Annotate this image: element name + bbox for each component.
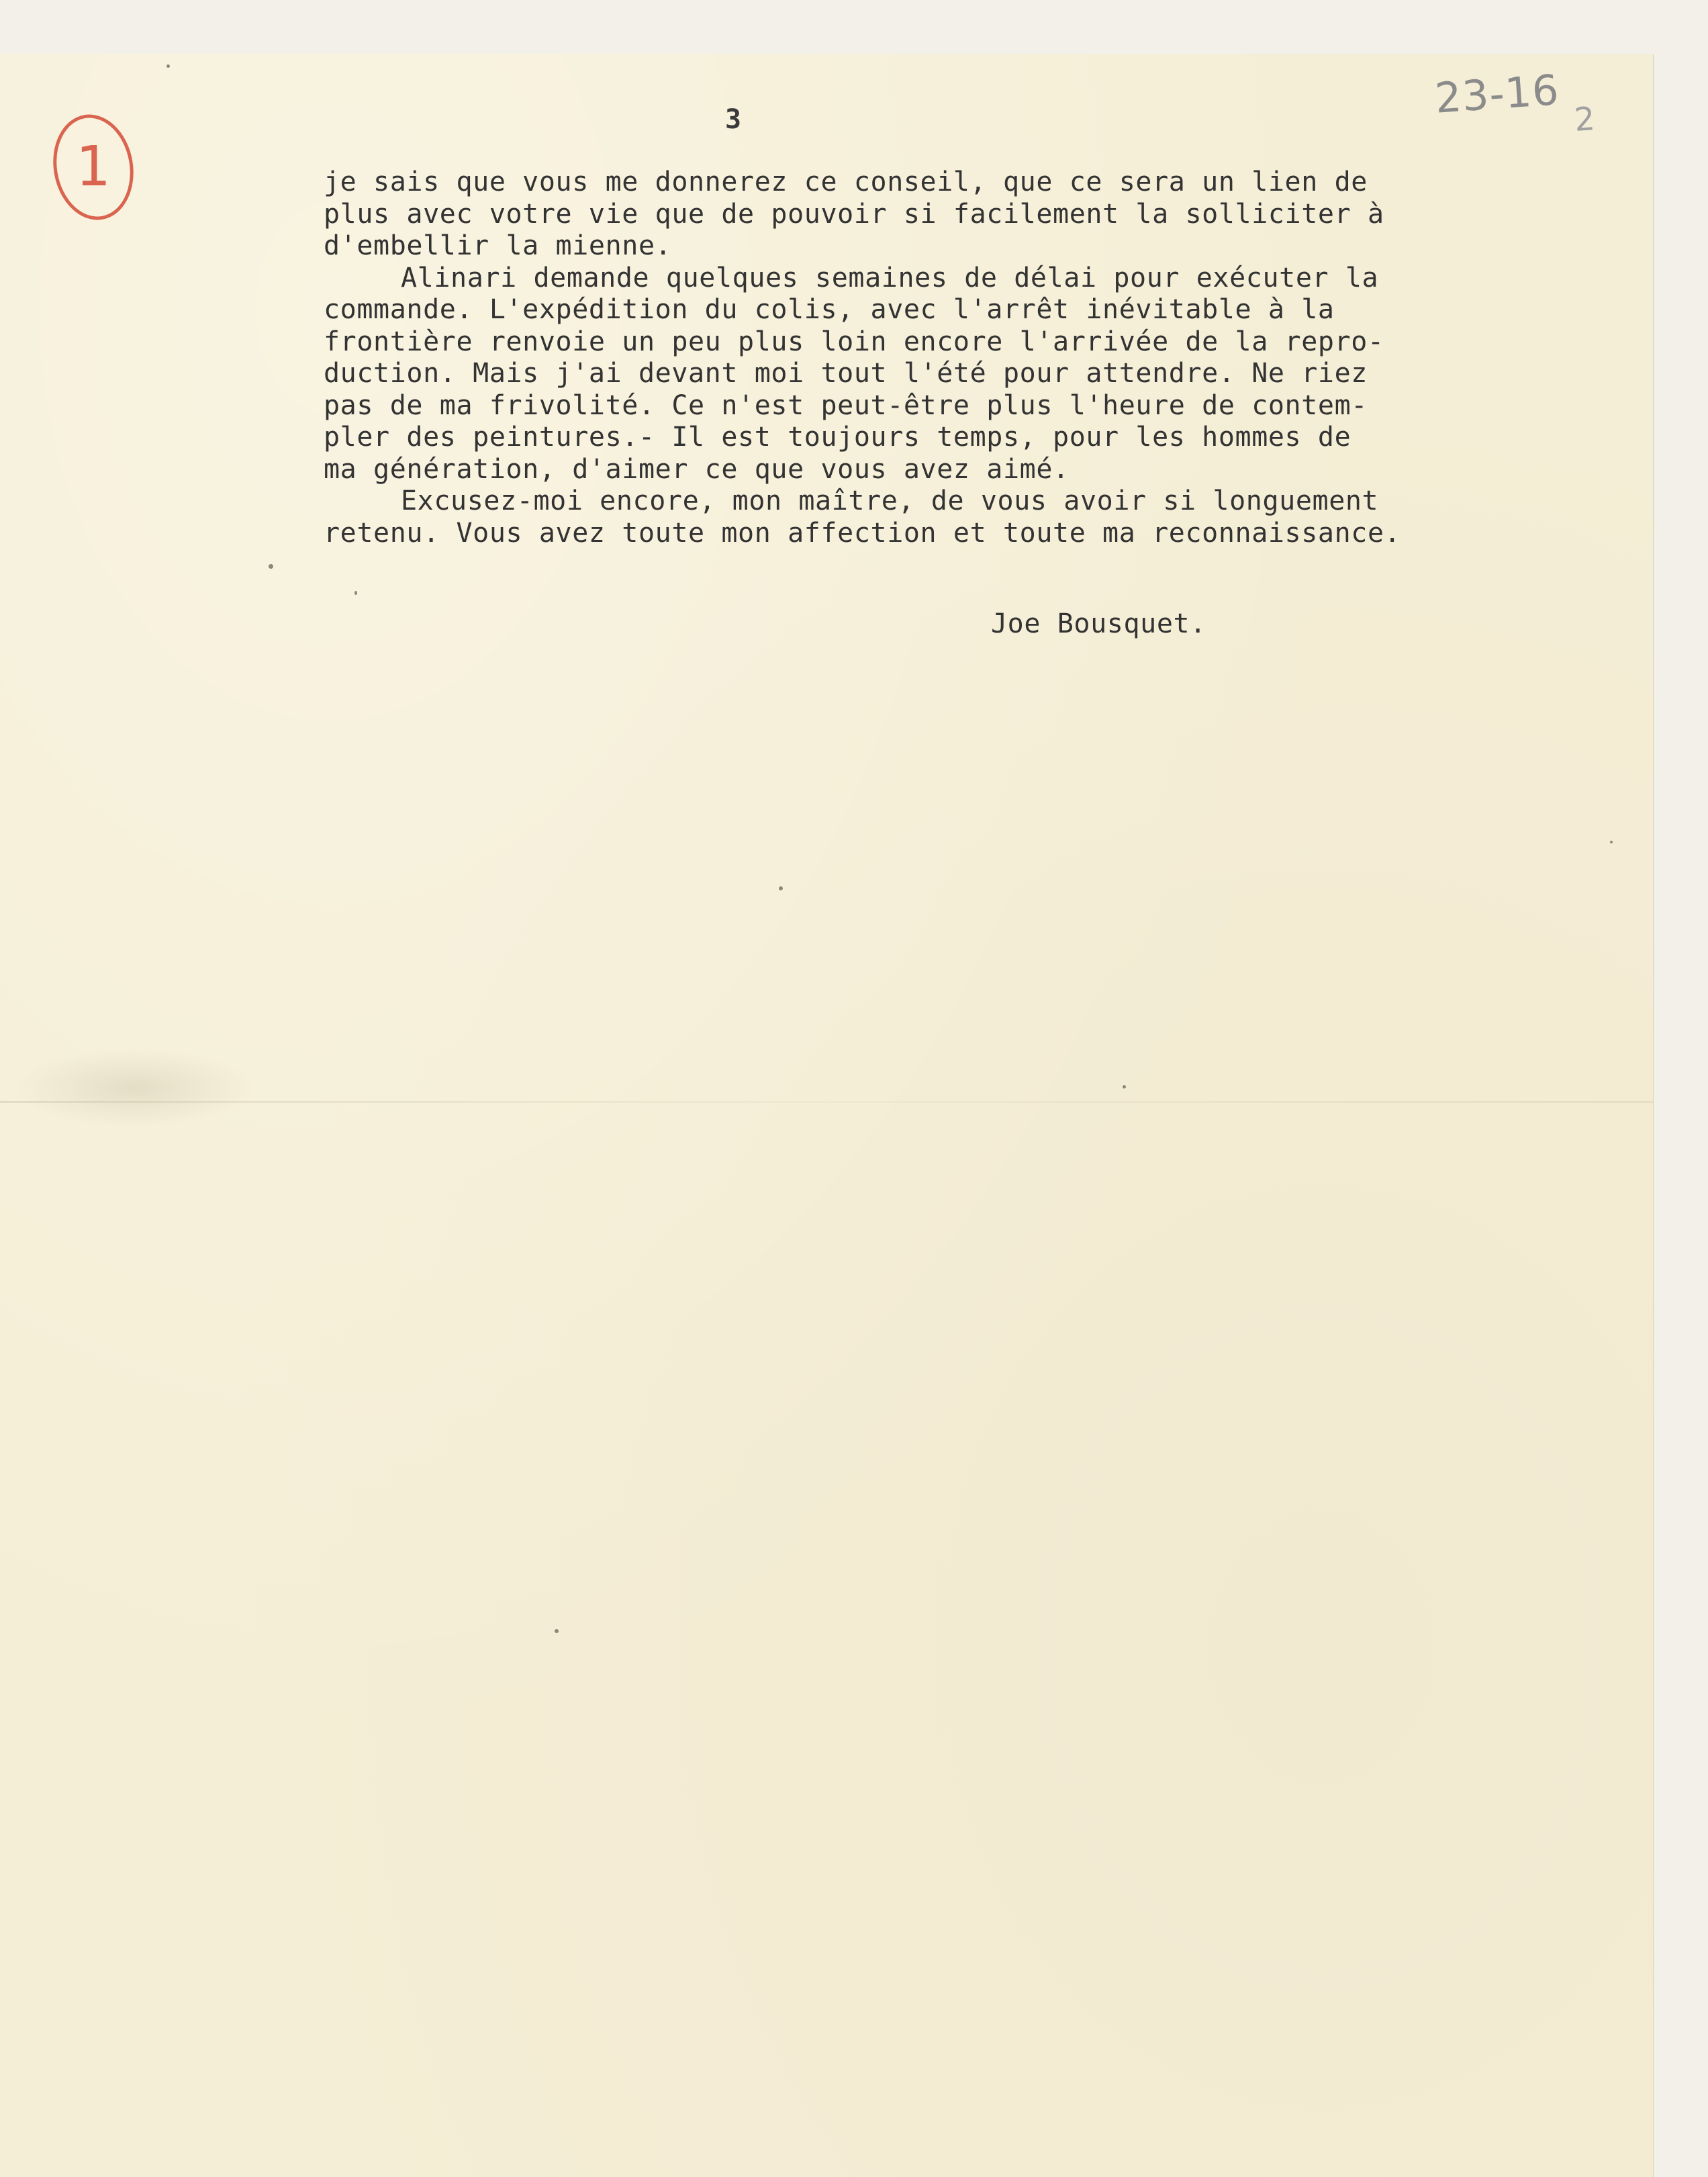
paper-speck bbox=[1123, 1085, 1126, 1088]
red-circled-folio-mark bbox=[45, 108, 142, 226]
body-line-indented: Alinari demande quelques semaines de délai pour exécuter la bbox=[401, 262, 1379, 293]
body-line: frontière renvoie un peu plus loin encore l'arrivée de la repro- bbox=[324, 326, 1384, 357]
letter-body bbox=[324, 167, 1640, 549]
paper-speck bbox=[779, 886, 783, 890]
body-line: d'embellir la mienne. bbox=[324, 230, 672, 261]
paper-speck bbox=[167, 64, 170, 68]
signature: Joe Bousquet. bbox=[991, 608, 1206, 639]
body-line: pler des peintures.- Il est toujours temps, pour les hommes de bbox=[324, 422, 1351, 453]
body-line: commande. L'expédition du colis, avec l'arrêt inévitable à la bbox=[324, 294, 1335, 325]
archive-subnumber-pencil: 2 bbox=[1573, 100, 1597, 139]
paper-smudge bbox=[13, 1048, 255, 1128]
body-line: pas de ma frivolité. Ce n'est peut-être plus l'heure de contem- bbox=[324, 389, 1368, 421]
body-line-indented: Excusez-moi encore, mon maître, de vous avoir si longuement bbox=[401, 485, 1379, 516]
body-line: je sais que vous me donnerez ce conseil, que ce sera un lien de bbox=[324, 167, 1368, 197]
paper-speck bbox=[1610, 841, 1613, 843]
paper-speck bbox=[354, 591, 357, 595]
folio-number: 1 bbox=[75, 135, 111, 199]
body-line: retenu. Vous avez toute mon affection et toute ma reconnaissance. bbox=[324, 517, 1401, 549]
archive-reference-pencil: 23-16 bbox=[1433, 65, 1561, 123]
page-number: 3 bbox=[725, 104, 742, 135]
body-line: duction. Mais j'ai devant moi tout l'été pour attendre. Ne riez bbox=[324, 358, 1368, 389]
paper-speck bbox=[555, 1629, 559, 1633]
body-line: ma génération, d'aimer ce que vous avez aimé. bbox=[324, 453, 1070, 485]
body-line: plus avec votre vie que de pouvoir si facilement la solliciter à bbox=[324, 198, 1384, 230]
paper-speck bbox=[269, 564, 273, 569]
